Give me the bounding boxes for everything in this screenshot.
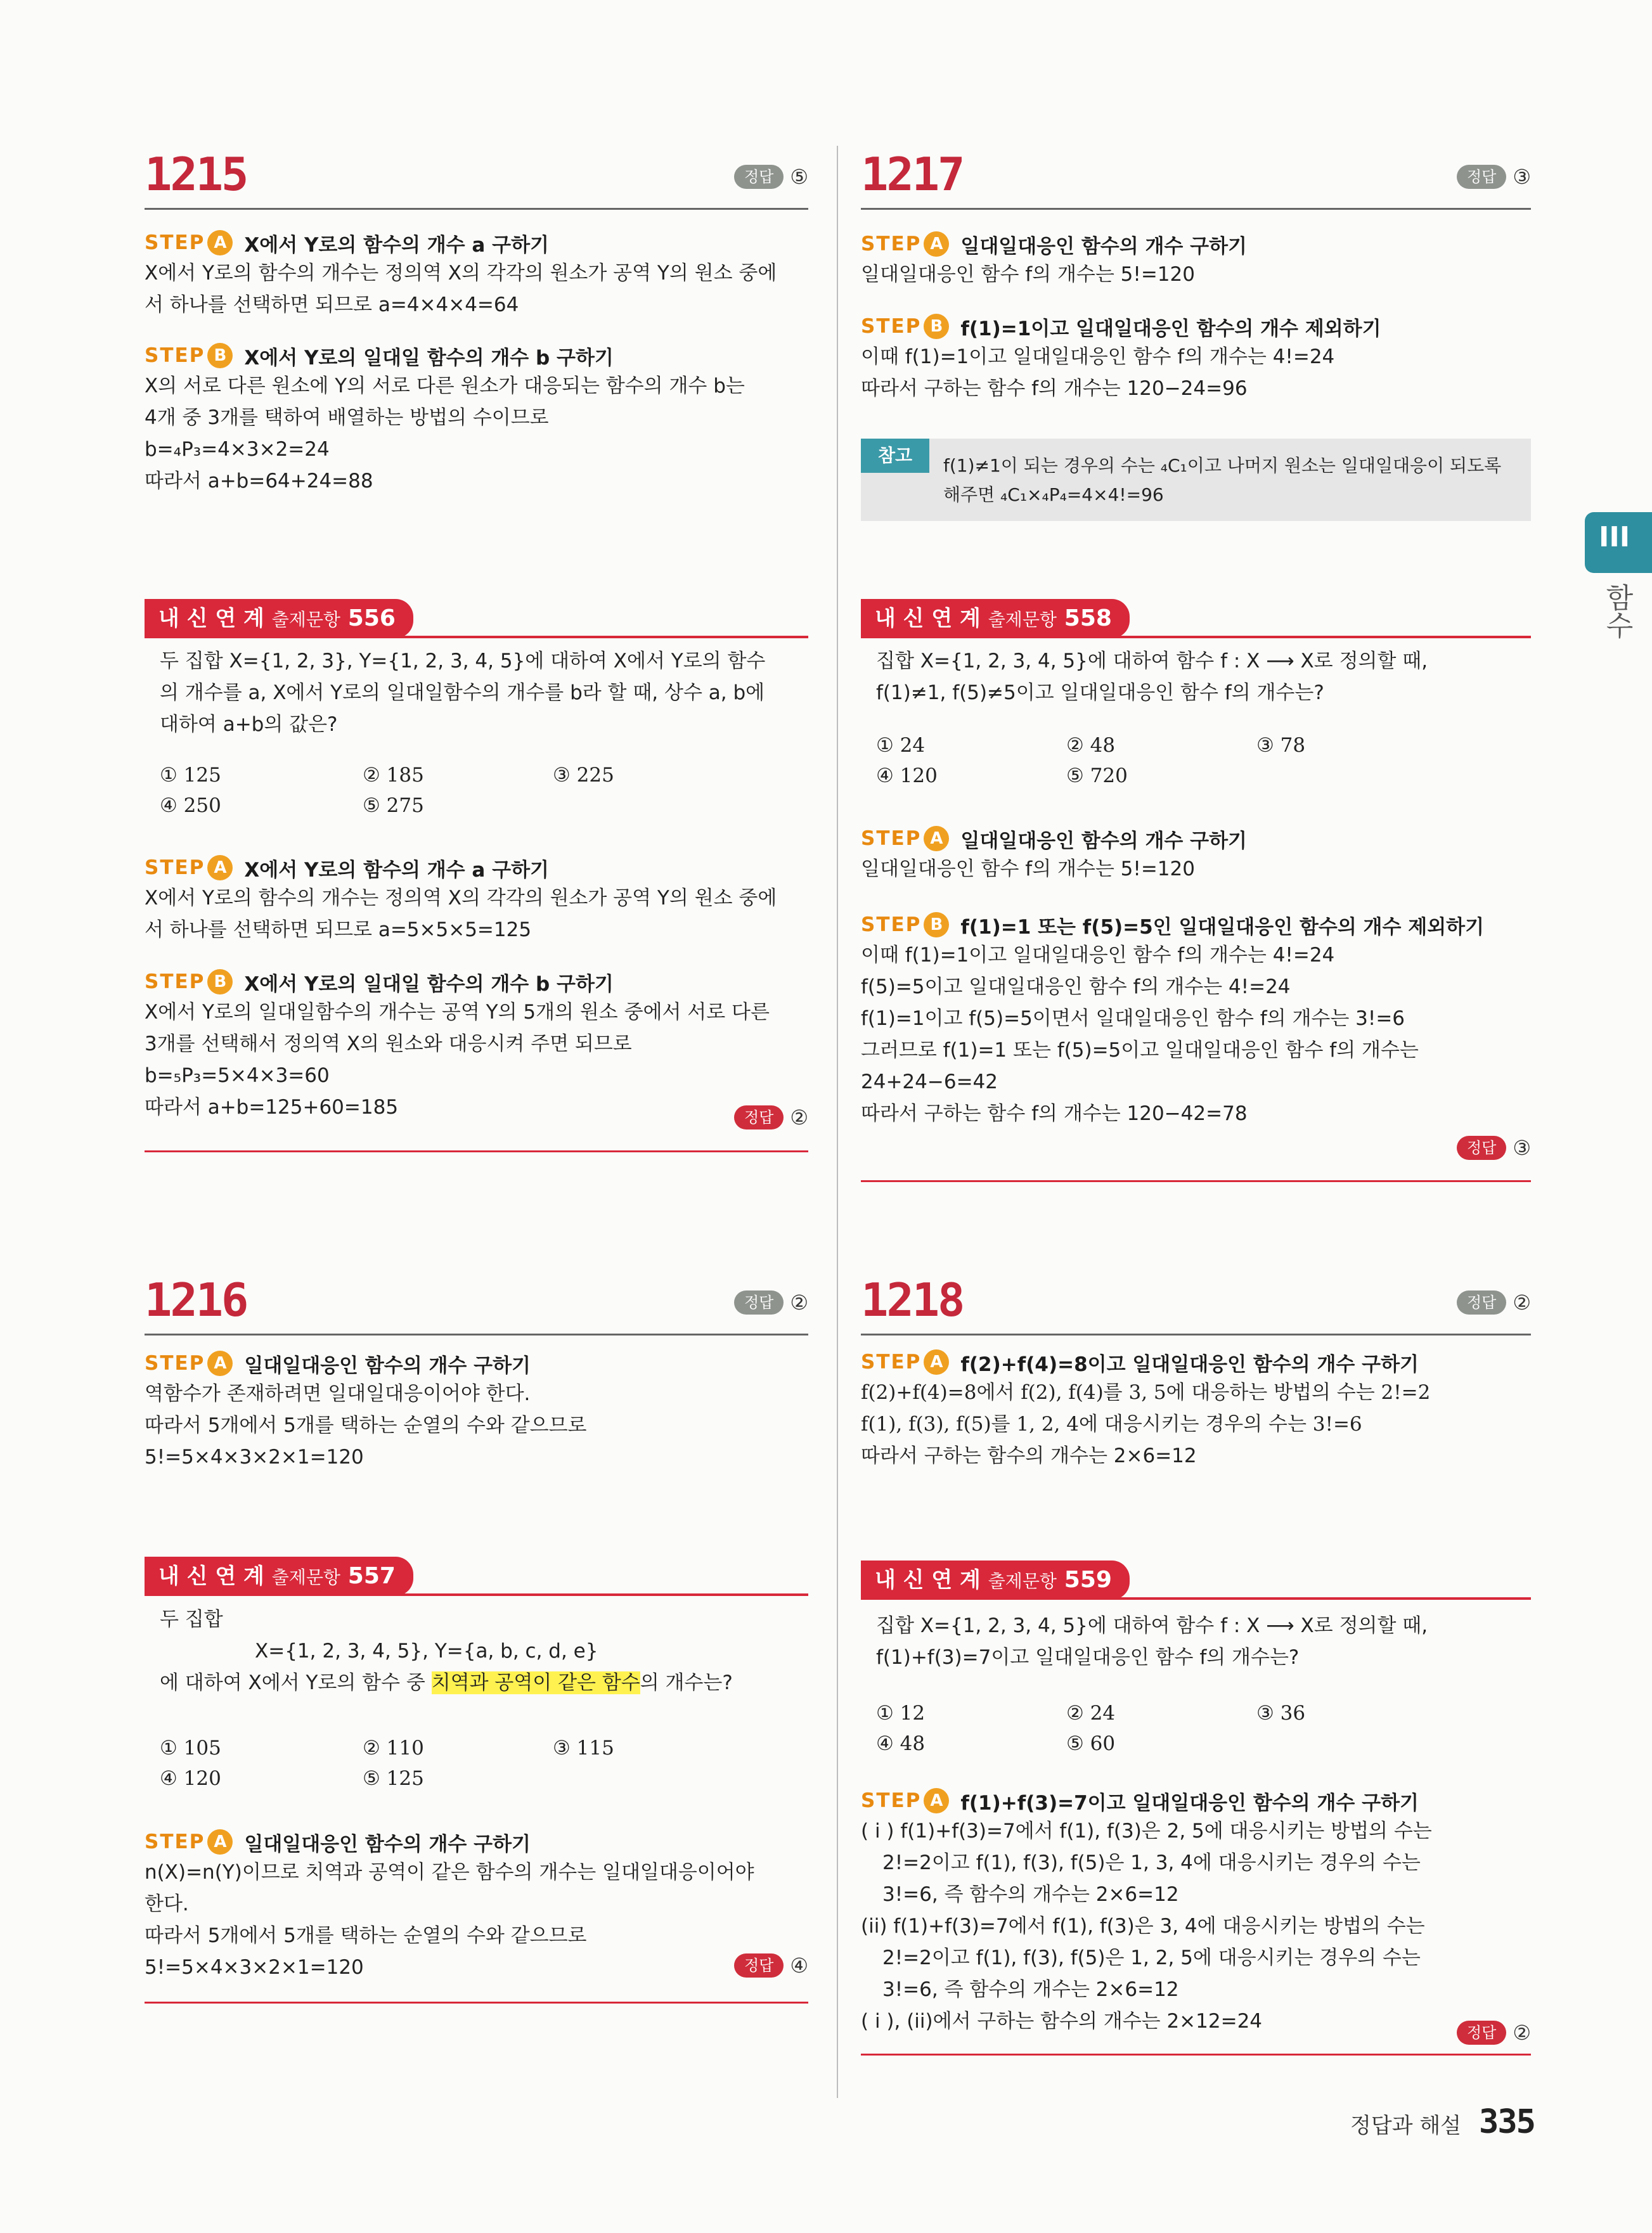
option: ① 125: [160, 764, 221, 787]
question-557-text: [160, 1604, 808, 1699]
step-title: X에서 Y로의 일대일 함수의 개수 b 구하기: [244, 972, 614, 996]
q557-step-a: STEP A 일대일대응인 함수의 개수 구하기 n(X)=n(Y)이므로 치역과 공역이 같은 함수의 개수는 일대일대응이어야 한다. 따라서 5개에서 5개를 택하는 순열의 수와 같으므로 5!=5×4×3×2×1=120: [145, 1827, 808, 1983]
option: ③ 225: [553, 764, 614, 787]
answer-box: [734, 165, 808, 189]
problem-number: 1216: [145, 1273, 247, 1327]
q558-step-b: STEP B f(1)=1 또는 f(5)=5인 일대일대응인 함수의 개수 제외하기 이때 f(1)=1이고 일대일대응인 함수 f의 개수는 4!=24 f(5)=5이고 일대일대응인 함수 f의 개수는 4!=24 f(1)=1이고 f(5)=5이면서 일대일대응인 함수 f의 개수는 3!=6 그러므로 f(1)=1 또는 f(5)=5이고 일대일대응인 함수 f의 개수는 24+24−6=42 따라서 구하는 함수 f의 개수는 120−42=78: [861, 913, 1485, 1125]
linked-question-banner-558: 내 신 연 계 출제문항 558: [861, 599, 1531, 638]
text-line: X에서 Y로의 함수의 개수는 정의역 X의 각각의 원소가 공역 Y의 원소 중에: [145, 887, 777, 910]
text-line: 서 하나를 선택하면 되므로 a=5×5×5=125: [145, 918, 532, 941]
header-rule: [145, 208, 808, 210]
step-a: STEP A 일대일대응인 함수의 개수 구하기 역함수가 존재하려면 일대일대응이어야 한다. 따라서 5개에서 5개를 택하는 순열의 수와 같으므로 5!=5×4×3×2×1=120: [145, 1349, 808, 1473]
chapter-title: 함수: [1601, 583, 1633, 639]
q558-step-a: STEP A 일대일대응인 함수의 개수 구하기 일대일대응인 함수 f의 개수는 5!=120: [861, 827, 1247, 880]
question-559-text: 집합 X={1, 2, 3, 4, 5}에 대하여 함수 f : X ⟶ X로 정의할 때, f(1)+f(3)=7이고 일대일대응인 함수 f의 개수는?: [876, 1614, 1428, 1669]
q556-step-a: STEP A X에서 Y로의 함수의 개수 a 구하기 X에서 Y로의 함수의 개수는 정의역 X의 각각의 원소가 공역 Y의 원소 중에 서 하나를 선택하면 되므로 a=5×5×5=125: [145, 853, 808, 946]
text-line: X의 서로 다른 원소에 Y의 서로 다른 원소가 대응되는 함수의 개수 b는: [145, 375, 745, 397]
step-title: 일대일대응인 함수의 개수 구하기: [244, 1832, 531, 1856]
step-b: STEP B X에서 Y로의 일대일 함수의 개수 b 구하기 X의 서로 다른 원소에 Y의 서로 다른 원소가 대응되는 함수의 개수 b는 4개 중 3개를 택하여 배열하는 방법의 수이므로 b=₄P₃=4×3×2=24 따라서 a+b=64+24=88: [145, 341, 808, 497]
column-divider: [837, 146, 838, 2098]
problem-number: 1215: [145, 148, 247, 201]
answer-value: ⑤: [790, 165, 808, 189]
text-line: 4개 중 3개를 택하여 배열하는 방법의 수이므로: [145, 406, 549, 429]
answer-box: [734, 1290, 808, 1315]
answer-558: 정답 ③: [1457, 1136, 1531, 1160]
option: ④ 120: [160, 1767, 221, 1790]
text-line: 의 개수를 a, X에서 Y로의 일대일함수의 개수를 b라 할 때, 상수 a, b에: [160, 681, 765, 704]
step-a: STEP A X에서 Y로의 함수의 개수 a 구하기 X에서 Y로의 함수의 개수는 정의역 X의 각각의 원소가 공역 Y의 원소 중에 서 하나를 선택하면 되므로 a=4×4×4=64: [145, 228, 808, 321]
banner-number: 557: [347, 1563, 396, 1589]
text-line: b=₅P₃=5×4×3=60: [145, 1064, 330, 1087]
text-line: X={1, 2, 3, 4, 5}, Y={a, b, c, d, e}: [255, 1640, 598, 1663]
text-line: 따라서 5개에서 5개를 택하는 순열의 수와 같으므로: [145, 1924, 587, 1947]
step-a: STEP A f(2)+f(4)=8이고 일대일대응인 함수의 개수 구하기 f(2)+f(4)=8에서 f(2), f(4)를 3, 5에 대응하는 방법의 수는 2!=2 f(1), f(3), f(5)를 1, 2, 4에 대응시키는 경우의 수는 3!=6 따라서 구하는 함수의 개수는 2×6=12: [861, 1351, 1431, 1467]
step-title: X에서 Y로의 함수의 개수 a 구하기: [244, 858, 549, 882]
answer-label: 정답: [734, 1105, 784, 1129]
q559-step-a: STEP A f(1)+f(3)=7이고 일대일대응인 함수의 개수 구하기 ( i ) f(1)+f(3)=7에서 f(1), f(3)은 2, 5에 대응시키는 방법의 수는 2!=2이고 f(1), f(3), f(5)은 1, 3, 4에 대응시키는 경우의 수는 3!=6, 즉 함수의 개수는 2×6=12 (ii) f(1)+f(3)=7에서 f(1), f(3)은 3, 4에 대응시키는 방법의 수는 2!=2이고 f(1), f(3), f(5)은 1, 2, 5에 대응시키는 경우의 수는 3!=6, 즉 함수의 개수는 2×6=12 ( i ), (ii)에서 구하는 함수의 개수는 2×12=24: [861, 1789, 1432, 2033]
text-line: 역함수가 존재하려면 일대일대응이어야 한다.: [145, 1382, 531, 1405]
problem-number: 1217: [861, 148, 964, 201]
answer-box: 정답 ③: [1457, 165, 1531, 189]
footer-label: 정답과 해설: [1350, 2113, 1462, 2139]
text-line: n(X)=n(Y)이므로 치역과 공역이 같은 함수의 개수는 일대일대응이어야: [145, 1861, 754, 1884]
note-label: 참고: [861, 439, 929, 473]
answer-557: 정답 ④: [734, 1953, 808, 1978]
option: ⑤ 125: [363, 1767, 424, 1790]
question-556-text: [160, 645, 808, 740]
page-footer: [1350, 2103, 1535, 2141]
banner-number: 556: [347, 605, 396, 631]
banner-label: 출제문항: [271, 609, 340, 630]
chapter-tab: III: [1585, 512, 1652, 573]
step-b-badge: B: [207, 343, 233, 368]
text-line: 5!=5×4×3×2×1=120: [145, 1956, 364, 1979]
step-title: X에서 Y로의 함수의 개수 a 구하기: [244, 233, 549, 257]
text-line: 따라서 5개에서 5개를 택하는 순열의 수와 같으므로: [145, 1414, 587, 1437]
q556-step-b: STEP B X에서 Y로의 일대일 함수의 개수 b 구하기 X에서 Y로의 일대일함수의 개수는 공역 Y의 5개의 원소 중에서 서로 다른 3개를 선택해서 정의역 X의 원소와 대응시켜 주면 되므로 b=₅P₃=5×4×3=60 따라서 a+b=125+60=185: [145, 967, 808, 1123]
linked-question-banner-559: 내 신 연 계 출제문항 559: [861, 1561, 1531, 1600]
banner-prefix: 내 신 연 계: [158, 606, 264, 631]
text-line: 대하여 a+b의 값은?: [160, 713, 338, 736]
step-a-badge: A: [207, 230, 233, 255]
text-line: 한다.: [145, 1893, 189, 1915]
note-box: 참고 f(1)≠1이 되는 경우의 수는 ₄C₁이고 나머지 원소는 일대일대응이 되도록 해주면 ₄C₁×₄P₄=4×4!=96: [861, 439, 1531, 521]
page-number: 335: [1479, 2103, 1535, 2141]
option: ② 110: [363, 1737, 424, 1760]
text-line: b=₄P₃=4×3×2=24: [145, 438, 330, 461]
highlighted-text: 치역과 공역이 같은 함수: [431, 1671, 640, 1694]
step-a: STEP A 일대일대응인 함수의 개수 구하기 일대일대응인 함수 f의 개수는 5!=120: [861, 233, 1247, 286]
text-line: 서 하나를 선택하면 되므로 a=4×4×4=64: [145, 293, 519, 316]
option: ④ 250: [160, 794, 221, 817]
text-line: 따라서 a+b=64+24=88: [145, 470, 373, 492]
text-line: 따라서 a+b=125+60=185: [145, 1096, 399, 1119]
text-line: X에서 Y로의 함수의 개수는 정의역 X의 각각의 원소가 공역 Y의 원소 중에: [145, 262, 777, 285]
end-rule: [145, 1150, 808, 1152]
answer-556: [734, 1105, 808, 1129]
answer-559: 정답 ②: [1457, 2021, 1531, 2045]
option: ⑤ 275: [363, 794, 424, 817]
step-title: X에서 Y로의 일대일 함수의 개수 b 구하기: [244, 346, 614, 370]
text-line: 5!=5×4×3×2×1=120: [145, 1446, 364, 1469]
answer-label: 정답: [734, 1290, 784, 1315]
answer-value: ②: [790, 1105, 808, 1129]
text-line: X에서 Y로의 일대일함수의 개수는 공역 Y의 5개의 원소 중에서 서로 다른: [145, 1001, 770, 1024]
option: ③ 115: [553, 1737, 614, 1760]
text-line: 3개를 선택해서 정의역 X의 원소와 대응시켜 주면 되므로: [145, 1033, 632, 1055]
linked-question-banner-557: 내 신 연 계 출제문항 557: [145, 1557, 808, 1596]
text-line: 두 집합: [160, 1608, 223, 1631]
step-title: 일대일대응인 함수의 개수 구하기: [244, 1354, 531, 1377]
text-line: 두 집합 X={1, 2, 3}, Y={1, 2, 3, 4, 5}에 대하여 X에서 Y로의 함수: [160, 650, 766, 672]
question-558-text: 집합 X={1, 2, 3, 4, 5}에 대하여 함수 f : X ⟶ X로 정의할 때, f(1)≠1, f(5)≠5이고 일대일대응인 함수 f의 개수는?: [876, 650, 1428, 704]
linked-question-banner-556: [145, 599, 808, 638]
step-b: STEP B f(1)=1이고 일대일대응인 함수의 개수 제외하기 이때 f(1)=1이고 일대일대응인 함수 f의 개수는 4!=24 따라서 구하는 함수 f의 개수는 120−24=96: [861, 315, 1381, 400]
option: ② 185: [363, 764, 424, 787]
option: ① 105: [160, 1737, 221, 1760]
text-line: 에 대하여 X에서 Y로의 함수 중 치역과 공역이 같은 함수의 개수는?: [160, 1671, 733, 1694]
answer-value: ②: [790, 1290, 808, 1315]
answer-label: 정답: [734, 165, 784, 189]
